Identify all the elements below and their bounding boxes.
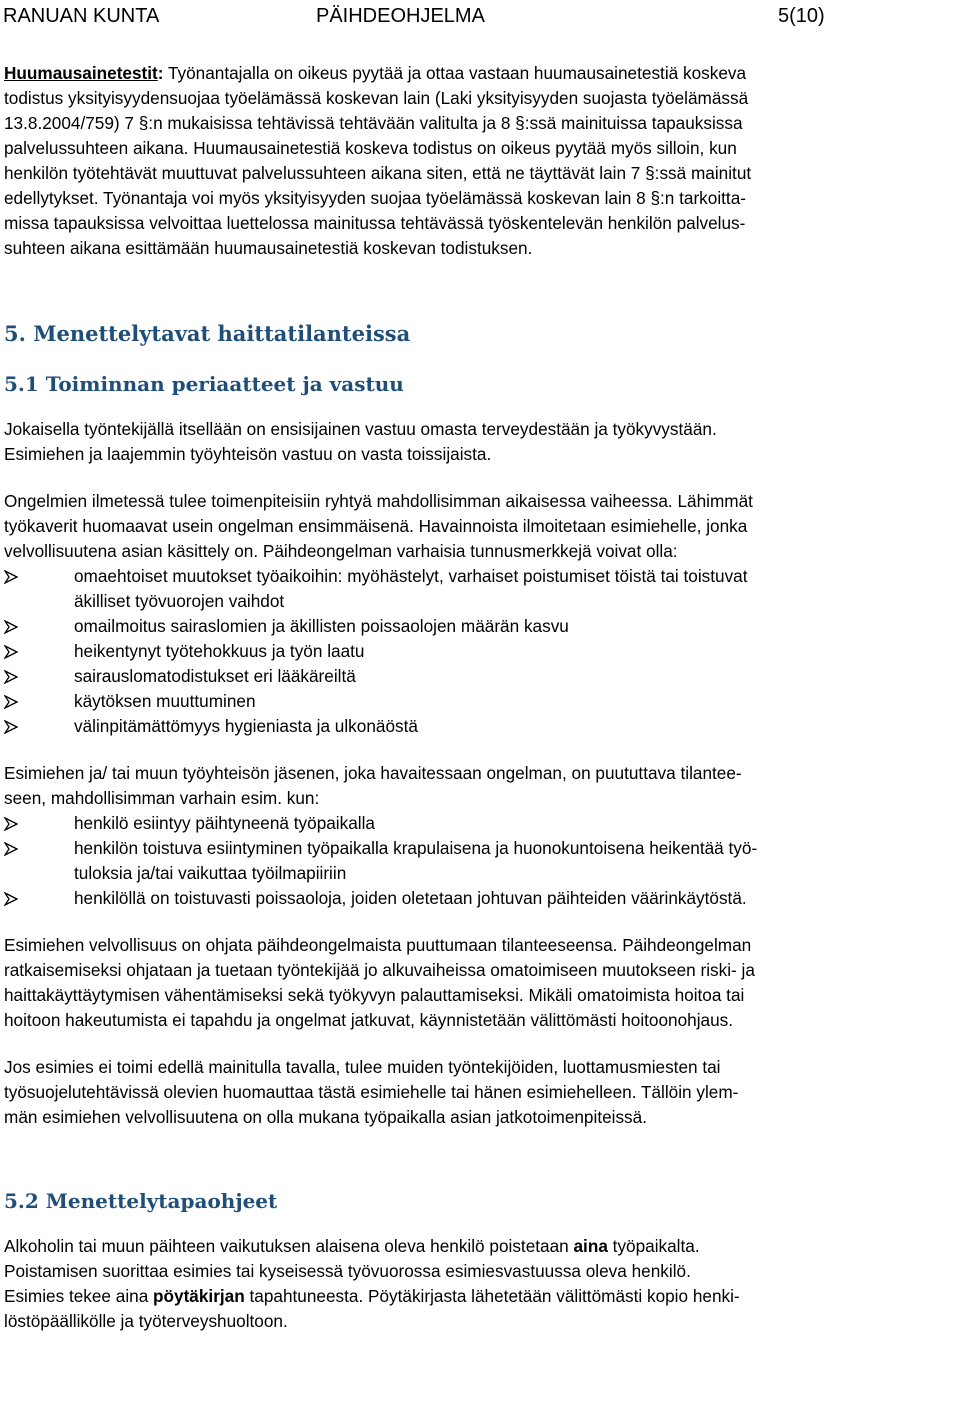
- paragraph-line: Esimiehen velvollisuus on ohjata päihdeongelmaista puuttumaan tilanteeseensa. Päihdeongelman: [4, 935, 752, 955]
- intervention-cases-list: [4, 811, 954, 911]
- supervisor-duty-paragraph: [4, 933, 954, 1033]
- procedure-text: tapahtuneesta. Pöytäkirjasta lähetetään välittömästi kopio henki-: [244, 1286, 740, 1306]
- list-item-text: käytöksen muuttuminen: [74, 691, 256, 711]
- warning-signs-list: [4, 564, 954, 739]
- intro-lead-label: Huumausainetestit: [4, 63, 158, 83]
- paragraph-line: hoitoon hakeutumista ei tapahdu ja ongelmat jatkuvat, käynnistetään välittömästi hoitoonohjaus.: [4, 1010, 734, 1030]
- intro-lead-colon: :: [157, 63, 164, 83]
- emphasis-report: pöytäkirjan: [153, 1286, 245, 1306]
- header-page-number: 5(10): [778, 5, 825, 27]
- procedure-text: työpaikalta.: [607, 1236, 700, 1256]
- arrow-bullet-icon: [4, 689, 26, 714]
- list-item: [4, 689, 954, 714]
- intro-line: edellytykset. Työnantaja voi myös yksityisyyden suojaa työelämässä koskevan lain 8 §:n tarkoitta-: [4, 188, 746, 208]
- section-5-heading: 5. Menettelytavat haittatilanteissa: [4, 321, 411, 346]
- paragraph-line: Esimiehen ja/ tai muun työyhteisön jäsenen, joka havaitessaan ongelman, on puututtava tilantee-: [4, 763, 742, 783]
- intro-line-1-text: Työnantajalla on oikeus pyytää ja ottaa vastaan huumausainetestiä koskeva: [163, 63, 747, 83]
- intro-line: henkilön työtehtävät muuttuvat palvelussuhteen aikana siten, että ne täyttävät lain 7 §:ssä mainitut: [4, 163, 752, 183]
- procedure-line-2: Poistamisen suorittaa esimies tai kyseisessä työvuorossa esimiesvastuussa oleva henkilö.: [4, 1261, 691, 1281]
- header-document-title: PÄIHDEOHJELMA: [316, 5, 485, 27]
- arrow-bullet-icon: [4, 811, 26, 836]
- escalation-paragraph: [4, 1055, 954, 1130]
- list-item: [4, 614, 954, 639]
- list-item: [4, 811, 954, 836]
- list-item-text: henkilöllä on toistuvasti poissaoloja, joiden oletetaan johtuvan päihteiden väärinkäytöstä.: [74, 888, 747, 908]
- procedure-line-3: [4, 1286, 740, 1306]
- intro-line: suhteen aikana esittämään huumausainetestiä koskevan todistuksen.: [4, 238, 533, 258]
- section-5-2-heading: 5.2 Menettelytapaohjeet: [4, 1189, 278, 1213]
- list-item-text: välinpitämättömyys hygieniasta ja ulkonäöstä: [74, 716, 418, 736]
- paragraph-line: työsuojelutehtävissä olevien huomauttaa tästä esimiehelle tai hänen esimiehelleen. Tällöin ylem-: [4, 1082, 739, 1102]
- procedure-line-4: löstöpäällikölle ja työterveyshuoltoon.: [4, 1311, 288, 1331]
- list-item: [4, 836, 954, 886]
- section-5-1-heading: 5.1 Toiminnan periaatteet ja vastuu: [4, 372, 404, 396]
- arrow-bullet-icon: [4, 614, 26, 639]
- list-item-text: sairauslomatodistukset eri lääkäreiltä: [74, 666, 356, 686]
- procedure-paragraph: [4, 1234, 954, 1334]
- list-item-text: henkilön toistuva esiintyminen työpaikalla krapulaisena ja huonokuntoisena heikentää työ-: [74, 838, 758, 858]
- list-item-text: henkilö esiintyy päihtyneenä työpaikalla: [74, 813, 375, 833]
- list-item: [4, 564, 954, 614]
- responsibility-paragraph: [4, 417, 954, 467]
- arrow-bullet-icon: [4, 836, 26, 861]
- early-action-paragraph: [4, 489, 954, 564]
- list-item-text: äkilliset työvuorojen vaihdot: [74, 591, 285, 611]
- list-item-text: omailmoitus sairaslomien ja äkillisten poissaolojen määrän kasvu: [74, 616, 569, 636]
- procedure-text: Alkoholin tai muun päihteen vaikutuksen alaisena oleva henkilö poistetaan: [4, 1236, 574, 1256]
- list-item: [4, 639, 954, 664]
- arrow-bullet-icon: [4, 564, 26, 589]
- paragraph-line: työkaverit huomaavat usein ongelman ensimmäisenä. Havainnoista ilmoitetaan esimiehelle, jonka: [4, 516, 748, 536]
- intro-line-1: [4, 63, 746, 83]
- header-organization: RANUAN KUNTA: [3, 5, 160, 27]
- page-header: [3, 2, 953, 30]
- list-item: [4, 714, 954, 739]
- paragraph-line: Jokaisella työntekijällä itsellään on ensisijainen vastuu omasta terveydestään ja työkyvystään.: [4, 419, 717, 439]
- paragraph-line: seen, mahdollisimman varhain esim. kun:: [4, 788, 320, 808]
- arrow-bullet-icon: [4, 639, 26, 664]
- paragraph-line: Ongelmien ilmetessä tulee toimenpiteisiin ryhtyä mahdollisimman aikaisessa vaiheessa. Lähimmät: [4, 491, 753, 511]
- intervention-paragraph: [4, 761, 954, 811]
- paragraph-line: velvollisuutena asian käsittely on. Päihdeongelman varhaisia tunnusmerkkejä voivat olla:: [4, 541, 678, 561]
- paragraph-line: Jos esimies ei toimi edellä mainitulla tavalla, tulee muiden työntekijöiden, luottamusmiesten tai: [4, 1057, 721, 1077]
- intro-line: todistus yksityisyydensuojaa työelämässä koskevan lain (Laki yksityisyyden suojasta työelämässä: [4, 88, 749, 108]
- paragraph-line: ratkaisemiseksi ohjataan ja tuetaan työntekijää jo alkuvaiheissa omatoimiseen muutokseen riski- ja: [4, 960, 755, 980]
- list-item-text: tuloksia ja/tai vaikuttaa työilmapiiriin: [74, 863, 347, 883]
- arrow-bullet-icon: [4, 714, 26, 739]
- document-body: [4, 61, 954, 1334]
- list-item-text: heikentynyt työtehokkuus ja työn laatu: [74, 641, 365, 661]
- intro-line: missa tapauksissa velvoittaa luettelossa mainitussa tehtävässä työskentelevän henkilön palvelus-: [4, 213, 746, 233]
- arrow-bullet-icon: [4, 886, 26, 911]
- paragraph-line: Esimiehen ja laajemmin työyhteisön vastuu on vasta toissijaista.: [4, 444, 492, 464]
- list-item-text: omaehtoiset muutokset työaikoihin: myöhästelyt, varhaiset poistumiset töistä tai toistuvat: [74, 566, 748, 586]
- procedure-line-1: [4, 1236, 700, 1256]
- paragraph-line: män esimiehen velvollisuutena on olla mukana työpaikalla asian jatkotoimenpiteissä.: [4, 1107, 647, 1127]
- arrow-bullet-icon: [4, 664, 26, 689]
- intro-line: 13.8.2004/759) 7 §:n mukaisissa tehtävissä tehtävään valitulta ja 8 §:ssä mainituissa tapauksissa: [4, 113, 743, 133]
- list-item: [4, 886, 954, 911]
- list-item: [4, 664, 954, 689]
- intro-paragraph: [4, 61, 954, 261]
- procedure-text: Esimies tekee aina: [4, 1286, 154, 1306]
- paragraph-line: haittakäyttäytymisen vähentämiseksi sekä työkyvyn palauttamiseksi. Mikäli omatoimista hoitoa tai: [4, 985, 745, 1005]
- emphasis-always: aina: [573, 1236, 608, 1256]
- intro-line: palvelussuhteen aikana. Huumausainetestiä koskeva todistus on oikeus pyytää myös silloin, kun: [4, 138, 737, 158]
